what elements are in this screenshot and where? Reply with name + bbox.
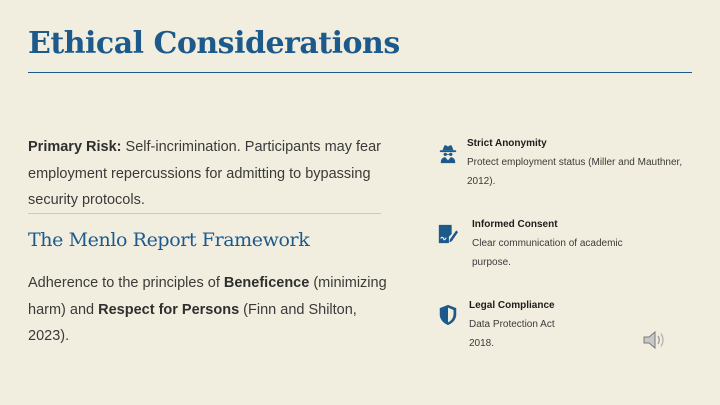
card-strict-anonymity — [437, 138, 707, 194]
title-divider — [28, 72, 692, 73]
speaker-icon[interactable] — [642, 328, 668, 352]
menlo-text-2: (minimizing harm) and — [28, 275, 387, 318]
menlo-respect-for-persons: Respect for Persons — [98, 301, 240, 318]
menlo-paragraph — [28, 270, 388, 350]
card-description: Protect employment status (Miller and Mauthner, 2012). — [467, 157, 683, 187]
primary-risk-label: Primary Risk: — [28, 139, 122, 155]
card-title: Informed Consent — [472, 219, 558, 230]
card-informed-consent — [437, 219, 657, 275]
shield-icon — [437, 304, 459, 326]
section-divider — [28, 213, 381, 214]
card-description: Clear communication of academic purpose. — [472, 238, 623, 268]
slide-title: Ethical Considerations — [28, 26, 400, 61]
primary-risk-paragraph — [28, 134, 388, 214]
menlo-heading: The Menlo Report Framework — [28, 229, 310, 251]
card-legal-compliance — [437, 300, 637, 356]
anonymous-user-icon — [437, 142, 459, 164]
signed-document-icon — [437, 223, 459, 245]
menlo-text-1: Adherence to the principles of — [28, 275, 224, 291]
primary-risk-text: Self-incrimination. Participants may fear employment repercussions for admitting to bypassing security protocols. — [28, 139, 381, 208]
menlo-text-3: (Finn and Shilton, 2023). — [28, 301, 357, 344]
card-title: Strict Anonymity — [467, 138, 547, 149]
card-title: Legal Compliance — [469, 300, 555, 311]
card-description: Data Protection Act 2018. — [469, 319, 555, 349]
menlo-beneficence: Beneficence — [223, 275, 310, 291]
